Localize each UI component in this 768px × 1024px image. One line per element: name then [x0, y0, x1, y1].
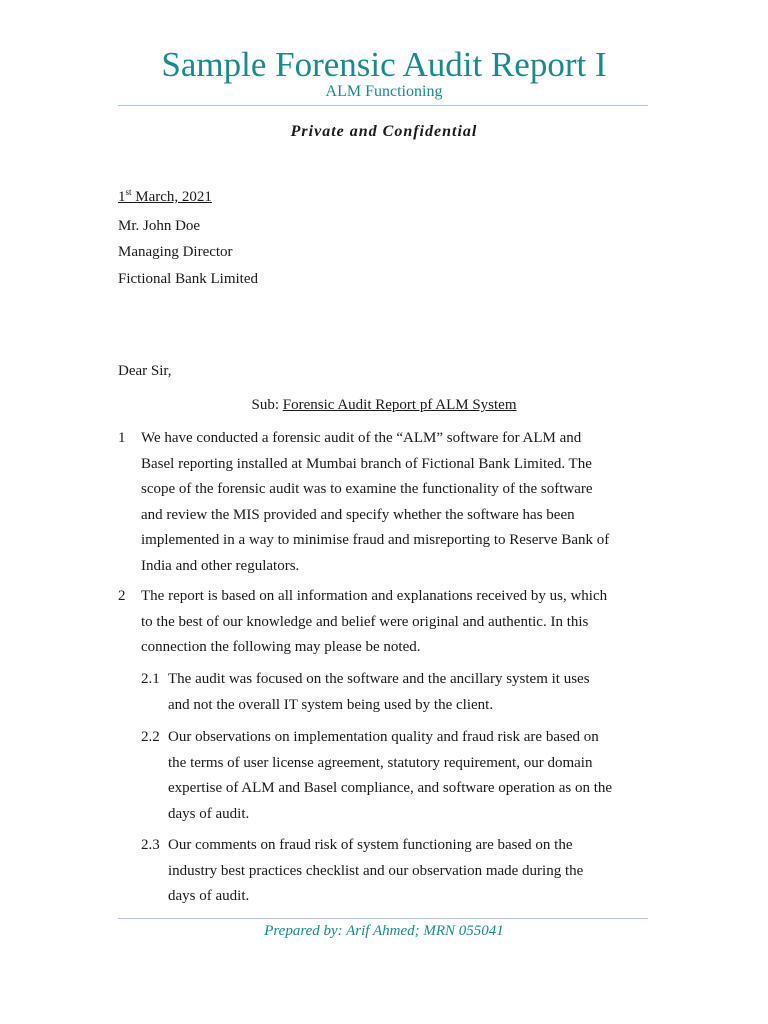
date-rest: March, 2021 — [131, 189, 212, 205]
salutation: Dear Sir, — [118, 363, 172, 379]
subject-prefix: Sub: — [251, 397, 283, 413]
subparagraph-number: 2.2 — [141, 729, 160, 745]
paragraph-line: expertise of ALM and Basel compliance, and software operation as on the — [168, 780, 613, 796]
paragraph-1 — [141, 426, 609, 579]
paragraph-line: and review the MIS provided and specify whether the software has been — [141, 506, 575, 523]
recipient-company: Fictional Bank Limited — [118, 271, 258, 287]
paragraph-line: connection the following may please be noted. — [141, 639, 421, 655]
paragraph-line: The report is based on all information and explanations received by us, which — [141, 588, 608, 604]
paragraph-number: 2 — [118, 588, 126, 604]
paragraph-line: the terms of user license agreement, statutory requirement, our domain — [168, 754, 593, 771]
subparagraph-2-2 — [168, 725, 612, 827]
date-day: 1 — [118, 189, 126, 205]
paragraph-line: to the best of our knowledge and belief were original and authentic. In this — [141, 613, 589, 630]
report-title: Sample Forensic Audit Report I — [161, 45, 607, 84]
paragraph-line: implemented in a way to minimise fraud and misreporting to Reserve Bank of — [141, 532, 610, 548]
footer-rule — [118, 918, 648, 919]
header-rule — [118, 105, 648, 106]
paragraph-line: Basel reporting installed at Mumbai branch of Fictional Bank Limited. The — [141, 455, 592, 472]
paragraph-2 — [141, 584, 607, 661]
paragraph-number: 1 — [118, 430, 126, 446]
date-suffix: st — [125, 187, 132, 197]
paragraph-line: scope of the forensic audit was to examine the functionality of the software — [141, 481, 593, 497]
subject-text: Forensic Audit Report pf ALM System — [282, 397, 517, 413]
recipient-name: Mr. John Doe — [118, 218, 201, 234]
subparagraph-number: 2.1 — [141, 671, 160, 687]
paragraph-line: The audit was focused on the software and the ancillary system it uses — [168, 671, 590, 687]
prepared-by-footer: Prepared by: Arif Ahmed; MRN 055041 — [264, 923, 504, 939]
paragraph-line: and not the overall IT system being used by the client. — [168, 696, 494, 713]
paragraph-line: industry best practices checklist and our observation made during the — [168, 862, 584, 879]
paragraph-line: Our observations on implementation quality and fraud risk are based on — [168, 729, 599, 745]
subject-line — [0, 395, 768, 415]
subparagraph-number: 2.3 — [141, 837, 160, 853]
letter-date — [118, 187, 212, 207]
paragraph-line: days of audit. — [168, 805, 250, 822]
subparagraph-2-3 — [168, 833, 583, 910]
report-subtitle: ALM Functioning — [325, 83, 443, 100]
confidential-label: Private and Confidential — [290, 123, 478, 140]
recipient-title: Managing Director — [118, 244, 233, 260]
paragraph-line: We have conducted a forensic audit of the “ALM” software for ALM and — [141, 430, 582, 446]
paragraph-line: India and other regulators. — [141, 557, 300, 574]
paragraph-line: days of audit. — [168, 888, 250, 904]
paragraph-line: Our comments on fraud risk of system functioning are based on the — [168, 837, 573, 853]
subparagraph-2-1 — [168, 667, 590, 718]
